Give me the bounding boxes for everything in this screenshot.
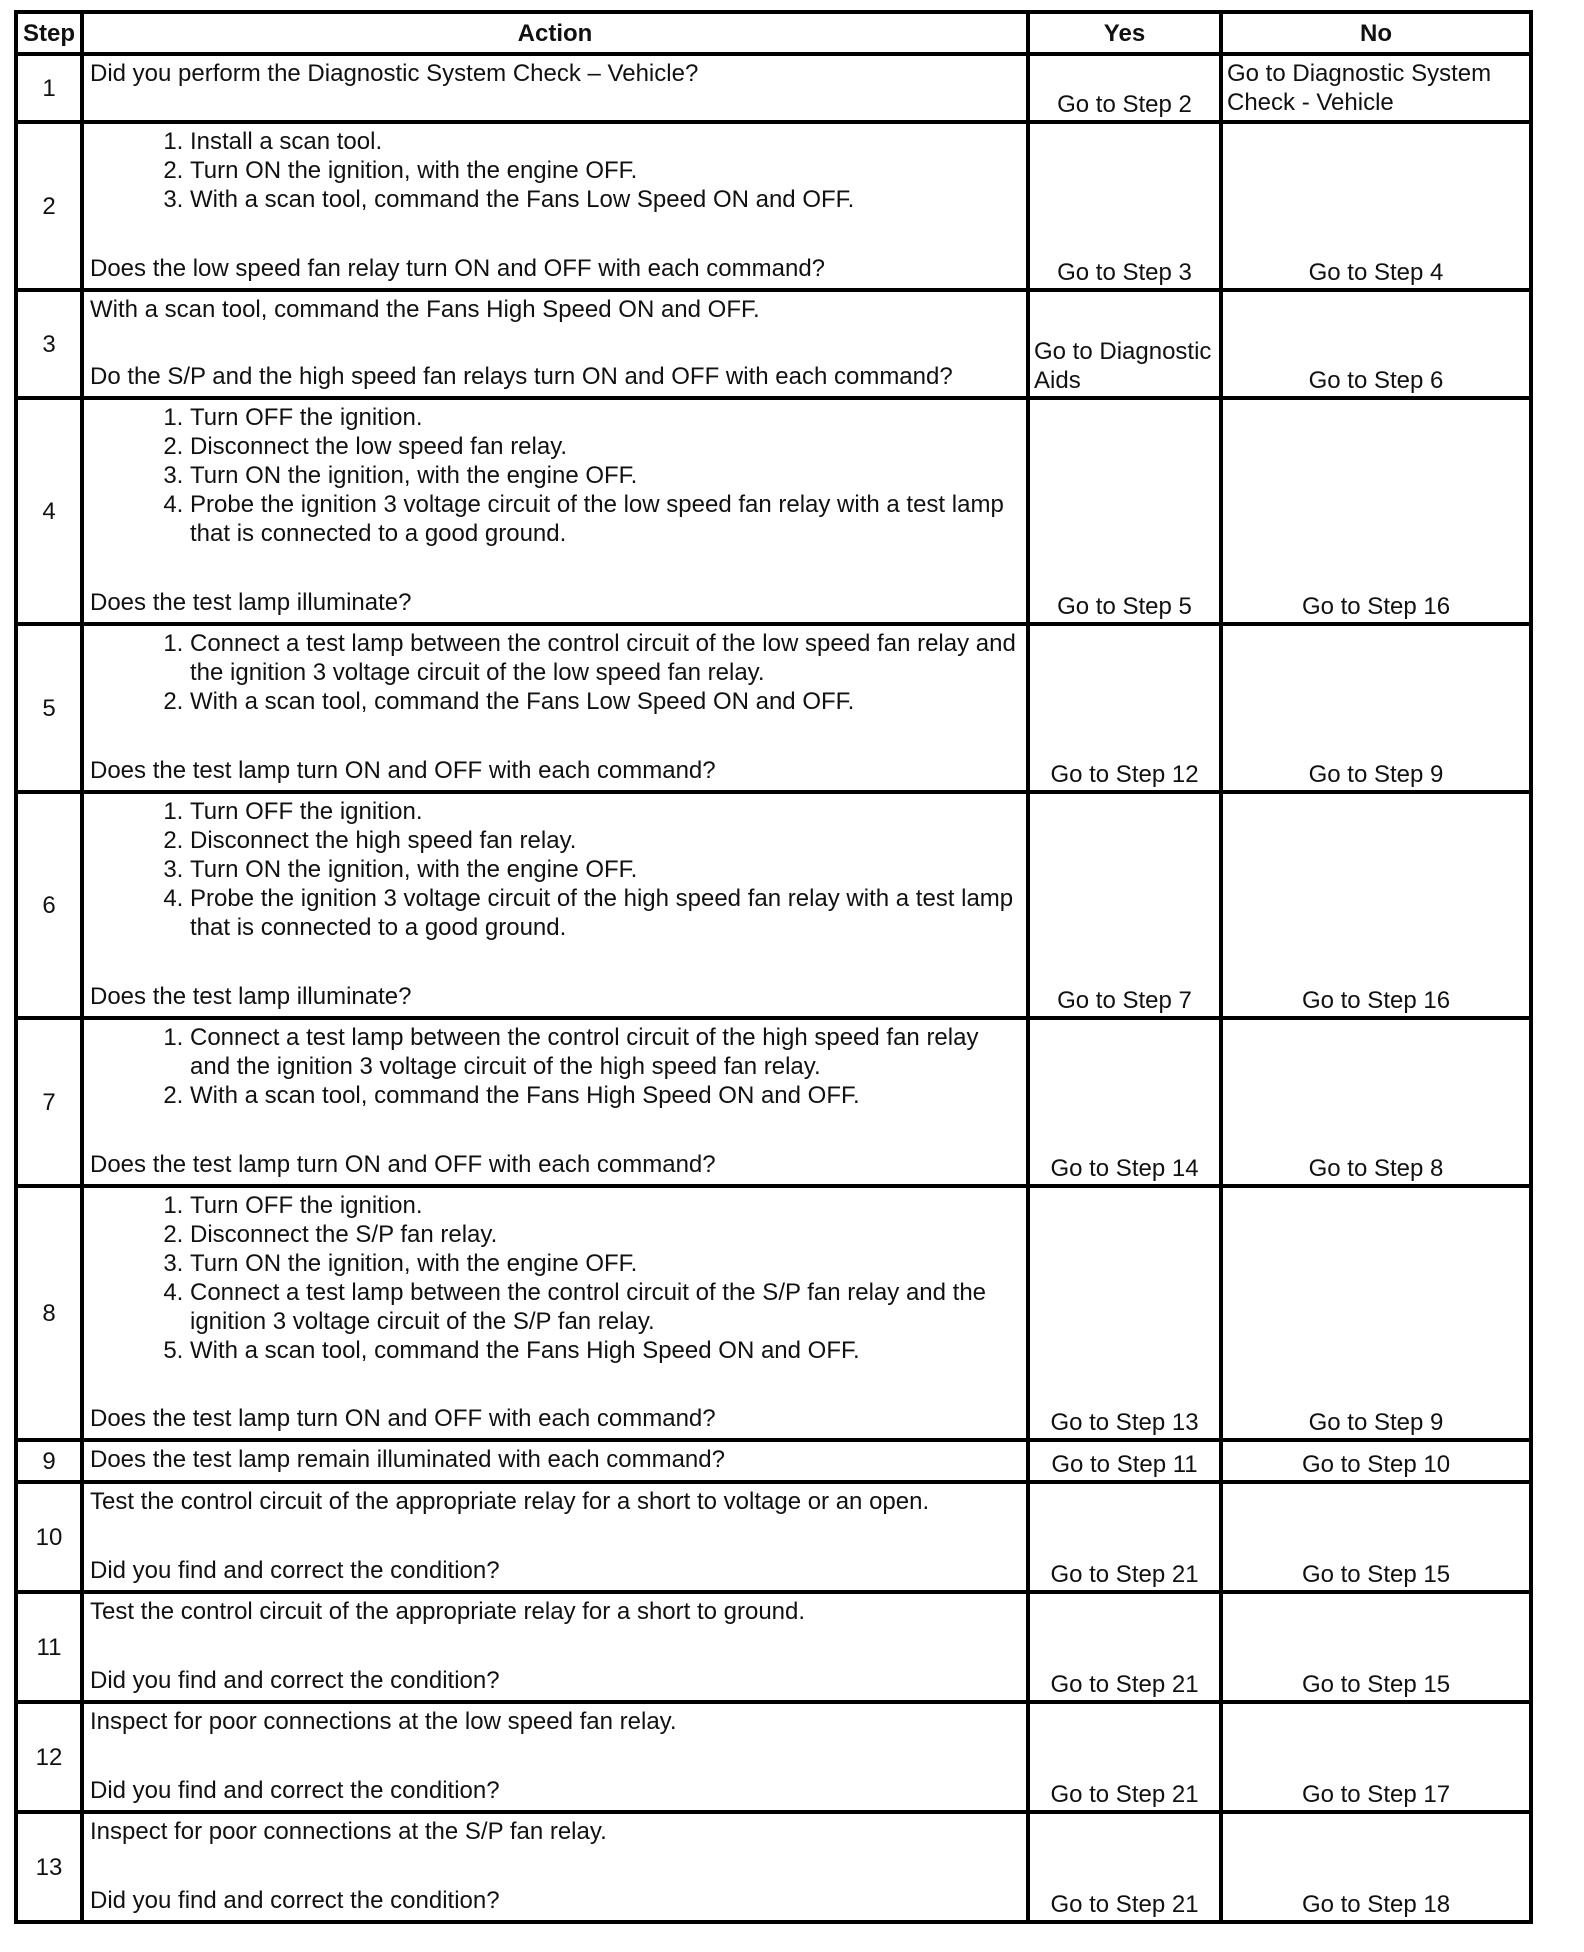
action-cell <box>82 792 1028 1018</box>
no-result: Go to Step 15 <box>1221 1482 1531 1592</box>
action-step-item: 1. Turn OFF the ignition. <box>190 403 1020 432</box>
action-steps-list <box>90 629 1020 716</box>
table-row <box>16 1440 1531 1482</box>
table-row <box>16 1186 1531 1440</box>
action-cell <box>82 122 1028 290</box>
diagnostic-table-page <box>14 10 1529 1924</box>
action-cell <box>82 1812 1028 1922</box>
no-result: Go to Step 10 <box>1221 1440 1531 1482</box>
no-result: Go to Diagnostic System Check - Vehicle <box>1221 54 1531 122</box>
action-question: Does the test lamp turn ON and OFF with each command? <box>90 757 716 784</box>
no-result: Go to Step 17 <box>1221 1702 1531 1812</box>
yes-result: Go to Diagnostic Aids <box>1028 290 1221 398</box>
action-cell <box>82 1018 1028 1186</box>
action-step-item: 2. Disconnect the high speed fan relay. <box>190 826 1020 855</box>
action-question: Did you find and correct the condition? <box>90 1887 500 1914</box>
diagnostic-table <box>14 10 1533 1924</box>
action-question: Did you find and correct the condition? <box>90 1667 500 1694</box>
no-result: Go to Step 9 <box>1221 624 1531 792</box>
no-result: Go to Step 16 <box>1221 792 1531 1018</box>
step-number: 2 <box>16 122 82 290</box>
action-steps-list <box>90 1023 1020 1110</box>
yes-result: Go to Step 5 <box>1028 398 1221 624</box>
action-text: Test the control circuit of the appropriate relay for a short to ground. <box>90 1598 806 1625</box>
action-step-item: 3. Turn ON the ignition, with the engine OFF. <box>190 855 1020 884</box>
no-result: Go to Step 8 <box>1221 1018 1531 1186</box>
yes-result: Go to Step 2 <box>1028 54 1221 122</box>
no-result: Go to Step 6 <box>1221 290 1531 398</box>
action-question: Did you find and correct the condition? <box>90 1557 500 1584</box>
action-cell <box>82 1440 1028 1482</box>
action-step-item: 4. Connect a test lamp between the control circuit of the S/P fan relay and the ignition 3 voltage circuit of the S/P fan relay. <box>190 1278 1020 1336</box>
action-text: With a scan tool, command the Fans High Speed ON and OFF. <box>90 296 760 323</box>
yes-result: Go to Step 13 <box>1028 1186 1221 1440</box>
yes-result: Go to Step 14 <box>1028 1018 1221 1186</box>
action-step-item: 1. Install a scan tool. <box>190 127 1020 156</box>
step-number: 8 <box>16 1186 82 1440</box>
header-no: No <box>1221 12 1531 54</box>
action-step-item: 2. Disconnect the low speed fan relay. <box>190 432 1020 461</box>
no-result: Go to Step 9 <box>1221 1186 1531 1440</box>
action-step-item: 2. With a scan tool, command the Fans Low Speed ON and OFF. <box>190 687 1020 716</box>
action-step-item: 5. With a scan tool, command the Fans High Speed ON and OFF. <box>190 1336 1020 1365</box>
action-step-item: 3. With a scan tool, command the Fans Low Speed ON and OFF. <box>190 185 1020 214</box>
no-result: Go to Step 18 <box>1221 1812 1531 1922</box>
action-text: Test the control circuit of the appropriate relay for a short to voltage or an open. <box>90 1488 930 1515</box>
action-question: Do the S/P and the high speed fan relays turn ON and OFF with each command? <box>90 363 953 390</box>
action-step-item: 1. Connect a test lamp between the control circuit of the high speed fan relay and the ignition 3 voltage circuit of the high speed fan relay. <box>190 1023 1020 1081</box>
yes-result: Go to Step 7 <box>1028 792 1221 1018</box>
action-cell <box>82 1702 1028 1812</box>
action-step-item: 1. Turn OFF the ignition. <box>190 797 1020 826</box>
table-row <box>16 398 1531 624</box>
action-cell <box>82 1592 1028 1702</box>
yes-result: Go to Step 12 <box>1028 624 1221 792</box>
action-steps-list <box>90 797 1020 942</box>
yes-result: Go to Step 21 <box>1028 1702 1221 1812</box>
step-number: 5 <box>16 624 82 792</box>
action-step-item: 3. Turn ON the ignition, with the engine OFF. <box>190 1249 1020 1278</box>
step-number: 13 <box>16 1812 82 1922</box>
action-step-item: 2. With a scan tool, command the Fans High Speed ON and OFF. <box>190 1081 1020 1110</box>
yes-result: Go to Step 11 <box>1028 1440 1221 1482</box>
action-question: Does the test lamp illuminate? <box>90 983 412 1010</box>
step-number: 4 <box>16 398 82 624</box>
action-steps-list <box>90 403 1020 548</box>
header-action: Action <box>82 12 1028 54</box>
action-steps-list <box>90 1191 1020 1365</box>
no-result: Go to Step 4 <box>1221 122 1531 290</box>
action-step-item: 3. Turn ON the ignition, with the engine OFF. <box>190 461 1020 490</box>
action-step-item: 4. Probe the ignition 3 voltage circuit of the low speed fan relay with a test lamp that is connected to a good ground. <box>190 490 1020 548</box>
table-row <box>16 54 1531 122</box>
action-question: Did you find and correct the condition? <box>90 1777 500 1804</box>
action-step-item: 1. Turn OFF the ignition. <box>190 1191 1020 1220</box>
no-result: Go to Step 15 <box>1221 1592 1531 1702</box>
action-step-item: 2. Disconnect the S/P fan relay. <box>190 1220 1020 1249</box>
action-cell <box>82 290 1028 398</box>
action-step-item: 4. Probe the ignition 3 voltage circuit of the high speed fan relay with a test lamp that is connected to a good ground. <box>190 884 1020 942</box>
no-result: Go to Step 16 <box>1221 398 1531 624</box>
action-text: Does the test lamp remain illuminated with each command? <box>90 1446 725 1473</box>
table-row <box>16 1018 1531 1186</box>
action-question: Does the low speed fan relay turn ON and OFF with each command? <box>90 255 826 282</box>
yes-result: Go to Step 3 <box>1028 122 1221 290</box>
step-number: 9 <box>16 1440 82 1482</box>
table-row <box>16 1812 1531 1922</box>
yes-result: Go to Step 21 <box>1028 1812 1221 1922</box>
action-steps-list <box>90 127 1020 214</box>
action-question: Does the test lamp turn ON and OFF with each command? <box>90 1151 716 1178</box>
action-question: Does the test lamp turn ON and OFF with each command? <box>90 1405 716 1432</box>
action-text: Inspect for poor connections at the S/P fan relay. <box>90 1818 607 1845</box>
step-number: 12 <box>16 1702 82 1812</box>
yes-result: Go to Step 21 <box>1028 1482 1221 1592</box>
table-row <box>16 792 1531 1018</box>
table-row <box>16 290 1531 398</box>
action-text: Did you perform the Diagnostic System Check – Vehicle? <box>90 60 699 87</box>
action-cell <box>82 1186 1028 1440</box>
header-step: Step <box>16 12 82 54</box>
action-cell <box>82 624 1028 792</box>
table-row <box>16 1482 1531 1592</box>
action-text: Inspect for poor connections at the low speed fan relay. <box>90 1708 677 1735</box>
step-number: 7 <box>16 1018 82 1186</box>
table-header-row <box>16 12 1531 54</box>
table-row <box>16 1702 1531 1812</box>
step-number: 3 <box>16 290 82 398</box>
action-cell <box>82 398 1028 624</box>
table-row <box>16 1592 1531 1702</box>
action-cell <box>82 1482 1028 1592</box>
step-number: 1 <box>16 54 82 122</box>
action-step-item: 2. Turn ON the ignition, with the engine OFF. <box>190 156 1020 185</box>
step-number: 10 <box>16 1482 82 1592</box>
table-row <box>16 624 1531 792</box>
header-yes: Yes <box>1028 12 1221 54</box>
action-step-item: 1. Connect a test lamp between the control circuit of the low speed fan relay and the ignition 3 voltage circuit of the low speed fan relay. <box>190 629 1020 687</box>
action-cell <box>82 54 1028 122</box>
action-question: Does the test lamp illuminate? <box>90 589 412 616</box>
yes-result: Go to Step 21 <box>1028 1592 1221 1702</box>
step-number: 6 <box>16 792 82 1018</box>
table-row <box>16 122 1531 290</box>
step-number: 11 <box>16 1592 82 1702</box>
